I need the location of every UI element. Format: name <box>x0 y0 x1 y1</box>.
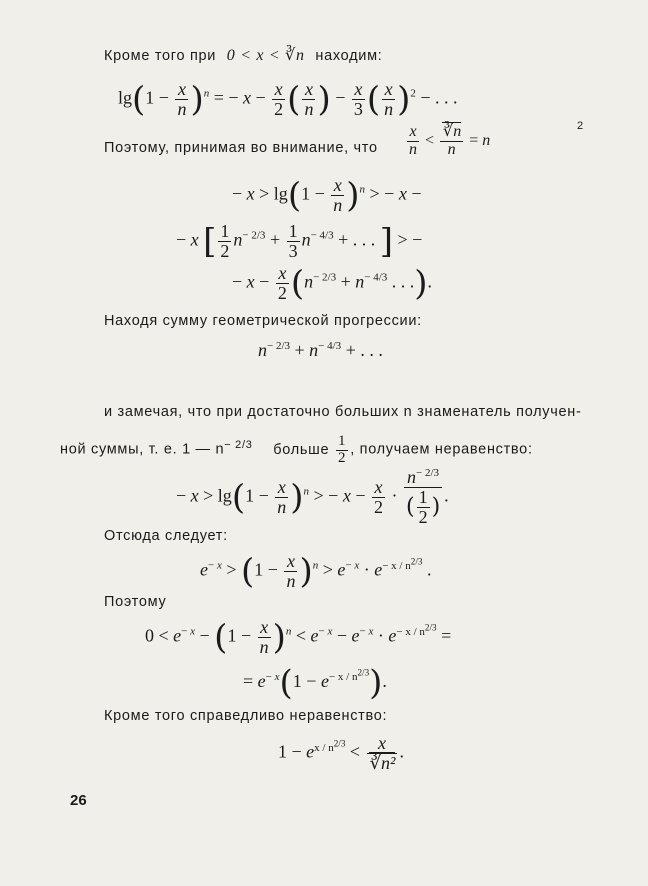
formula-ineq-1: − x > lg(1 − $\frac{x}{n}$ )$^n$ > − x − <box>232 175 422 216</box>
text-nahodim: находим: <box>315 48 383 64</box>
formula-ineq-2: − x [ $\frac{1}{2}$ $n^{- 2/3}$ + $\frac{1}{3}$ $n^{- 4/3}$ + . . . ] > − <box>176 221 423 262</box>
formula-ineq-4: − x > lg(1 − $\frac{x}{n}$ )$^n$ > − x − $\frac{x}{2}$ · $n^{- 2/3}$ ( $\frac{1}{2}$ ) . <box>176 467 449 527</box>
text-otsyuda: Отсюда следует: <box>104 528 228 544</box>
formula-exp-factor: = $e^{- x}(1 - e^{- x / n^{2/3}})$. <box>243 663 387 703</box>
formula-exp-ineq: $e^{- x} > (1$ − $\frac{x}{n}$ )$^n > e^{- x} \cdot e^{- x / n^{2/3}}$ . <box>200 551 432 592</box>
condition-inline: 0 < x < ∛n <box>226 47 305 64</box>
text-poluchaem: , получаем неравенство: <box>350 441 533 458</box>
text-line-1 <box>104 45 382 65</box>
text-zamechaya: и замечая, что при достаточно больших n знаменатель получен- <box>104 404 582 420</box>
text-nahodya: Находя сумму геометрической прогрессии: <box>104 313 422 329</box>
formula-geometric: $n^{- 2/3} + n^{- 4/3}$ + . . . <box>258 340 383 360</box>
text-poetomu: Поэтому <box>104 594 167 610</box>
formula-exp-diff: $0 < e^{- x} - (1$ − $\frac{x}{n}$ )$^n < e^{- x} - e^{- x} \cdot e^{- x / n^{2/3}}$ = <box>145 617 452 658</box>
formula-log-series: lg(1 − $\frac{x}{n}$ )$^n$ = − x − $\frac{x}{2}$ ( $\frac{x}{n}$ ) − $\frac{x}{3}$ ( $\frac{x}{n}$ )$^2$ − . . . <box>118 79 458 120</box>
formula-final: $1 - e^{x / n^{2/3}}$ < $\frac{x}{\text{∛n²}}$ . <box>278 733 404 773</box>
text-line-5: ной суммы, т. е. 1 — $n^{- 2/3}$ больше $\frac{1}{2}$ , получаем неравенство: <box>60 433 533 466</box>
page-number: 26 <box>70 792 87 809</box>
text-poetomu-prinimaya: Поэтому, принимая во внимание, что <box>104 140 378 156</box>
formula-ratio: $\frac{x}{n}$ < $\frac{∛n}{n}$ = n <box>409 123 491 158</box>
text-noi-summy: ной суммы, т. е. 1 — n <box>60 441 225 458</box>
text-bolshe: больше <box>273 441 330 458</box>
margin-note: 2 <box>577 120 584 132</box>
text-line-2 <box>104 140 378 156</box>
text-kroме: Кроме того при <box>104 48 217 64</box>
text-krome-togo-2: Кроме того справедливо неравенство: <box>104 708 388 724</box>
formula-ineq-3: − x − $\frac{x}{2}$ ($n^{- 2/3} + n^{- 4/3}$ . . .). <box>232 263 433 304</box>
